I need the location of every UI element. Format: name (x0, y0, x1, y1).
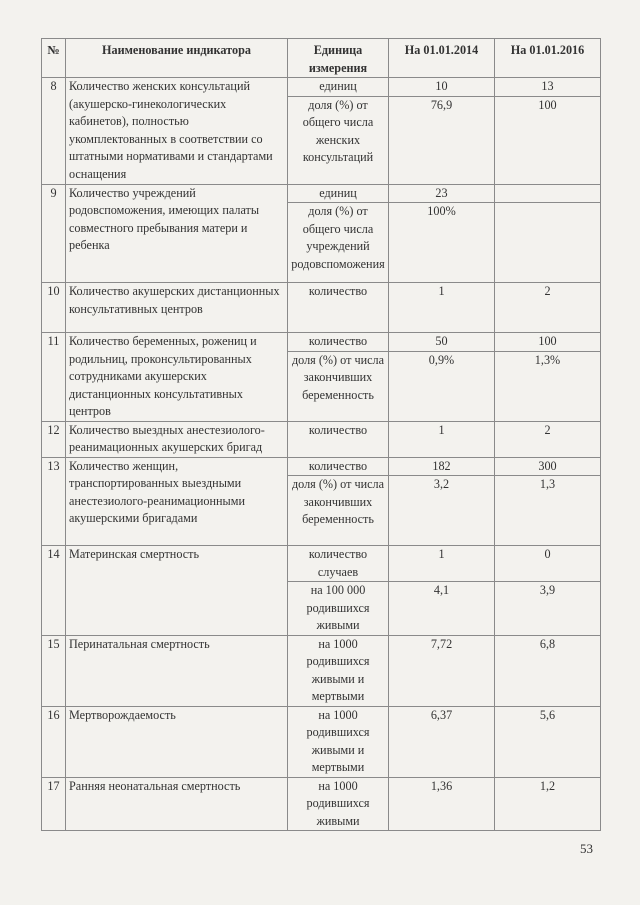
cell-value-2014: 1 (389, 283, 495, 333)
header-name: Наименование индикатора (66, 39, 288, 78)
cell-indicator-name: Материнская смертность (66, 546, 288, 636)
cell-indicator-name: Количество женских консультаций (акушерско-гинекологических кабинетов), полностью укомплектованных в соответствии со штатными нормативами и стандартами оснащения (66, 78, 288, 185)
cell-num: 15 (42, 635, 66, 706)
cell-value-2016 (495, 184, 601, 203)
cell-value-2014: 76,9 (389, 96, 495, 184)
header-2014: На 01.01.2014 (389, 39, 495, 78)
cell-value-2014: 0,9% (389, 351, 495, 421)
table-row (42, 457, 601, 476)
cell-num: 16 (42, 706, 66, 777)
cell-value-2014: 3,2 (389, 476, 495, 546)
cell-value-2014: 4,1 (389, 582, 495, 636)
cell-value-2016: 1,3 (495, 476, 601, 546)
cell-indicator-name: Количество выездных анестезиолого-реанимационных акушерских бригад (66, 421, 288, 457)
cell-unit: количество (288, 421, 389, 457)
cell-unit: на 100 000 родившихся живыми (288, 582, 389, 636)
table-row (42, 333, 601, 352)
cell-value-2016: 2 (495, 421, 601, 457)
cell-indicator-name: Ранняя неонатальная смертность (66, 777, 288, 831)
cell-value-2014: 182 (389, 457, 495, 476)
table-row (42, 706, 601, 777)
cell-num: 9 (42, 184, 66, 283)
header-unit: Единица измерения (288, 39, 389, 78)
cell-unit: на 1000 родившихся живыми (288, 777, 389, 831)
cell-unit: доля (%) от общего числа женских консультаций (288, 96, 389, 184)
cell-unit: единиц (288, 78, 389, 97)
cell-value-2014: 100% (389, 203, 495, 283)
cell-value-2014: 6,37 (389, 706, 495, 777)
table-row (42, 184, 601, 203)
cell-value-2014: 7,72 (389, 635, 495, 706)
cell-value-2016: 1,3% (495, 351, 601, 421)
cell-value-2014: 50 (389, 333, 495, 352)
page-number: 53 (580, 841, 593, 856)
cell-value-2016: 100 (495, 333, 601, 352)
indicators-table (41, 38, 601, 831)
table-row (42, 283, 601, 333)
cell-unit: единиц (288, 184, 389, 203)
cell-num: 12 (42, 421, 66, 457)
cell-value-2016 (495, 203, 601, 283)
cell-num: 8 (42, 78, 66, 185)
cell-num: 11 (42, 333, 66, 422)
cell-unit: количество (288, 457, 389, 476)
cell-unit: количество (288, 333, 389, 352)
table-header-row (42, 39, 601, 78)
cell-unit: доля (%) от общего числа учреждений родовспоможения (288, 203, 389, 283)
cell-value-2016: 6,8 (495, 635, 601, 706)
cell-value-2016: 13 (495, 78, 601, 97)
cell-unit: на 1000 родившихся живыми и мертвыми (288, 635, 389, 706)
cell-value-2016: 300 (495, 457, 601, 476)
header-2016: На 01.01.2016 (495, 39, 601, 78)
cell-value-2016: 3,9 (495, 582, 601, 636)
cell-indicator-name: Количество женщин, транспортированных выездными анестезиолого-реанимационными акушерскими бригадами (66, 457, 288, 546)
cell-value-2014: 1,36 (389, 777, 495, 831)
cell-value-2014: 10 (389, 78, 495, 97)
table-row (42, 546, 601, 582)
cell-num: 14 (42, 546, 66, 636)
cell-value-2014: 1 (389, 546, 495, 582)
cell-value-2014: 23 (389, 184, 495, 203)
cell-indicator-name: Количество учреждений родовспоможения, имеющих палаты совместного пребывания матери и ребенка (66, 184, 288, 283)
table-row (42, 777, 601, 831)
cell-num: 17 (42, 777, 66, 831)
cell-indicator-name: Перинатальная смертность (66, 635, 288, 706)
cell-num: 13 (42, 457, 66, 546)
header-num: № (42, 39, 66, 78)
cell-unit: на 1000 родившихся живыми и мертвыми (288, 706, 389, 777)
cell-unit: доля (%) от числа закончивших беременность (288, 351, 389, 421)
cell-indicator-name: Количество беременных, рожениц и родильниц, проконсультированных сотрудниками акушерских дистанционных консультативных центров (66, 333, 288, 422)
cell-value-2016: 0 (495, 546, 601, 582)
cell-value-2016: 1,2 (495, 777, 601, 831)
cell-value-2016: 2 (495, 283, 601, 333)
cell-num: 10 (42, 283, 66, 333)
cell-indicator-name: Мертворождаемость (66, 706, 288, 777)
cell-indicator-name: Количество акушерских дистанционных консультативных центров (66, 283, 288, 333)
table-body (42, 78, 601, 831)
table-row (42, 78, 601, 97)
cell-value-2016: 100 (495, 96, 601, 184)
cell-value-2016: 5,6 (495, 706, 601, 777)
cell-unit: количество случаев (288, 546, 389, 582)
cell-value-2014: 1 (389, 421, 495, 457)
table-row (42, 421, 601, 457)
cell-unit: количество (288, 283, 389, 333)
cell-unit: доля (%) от числа закончивших беременность (288, 476, 389, 546)
table-row (42, 635, 601, 706)
